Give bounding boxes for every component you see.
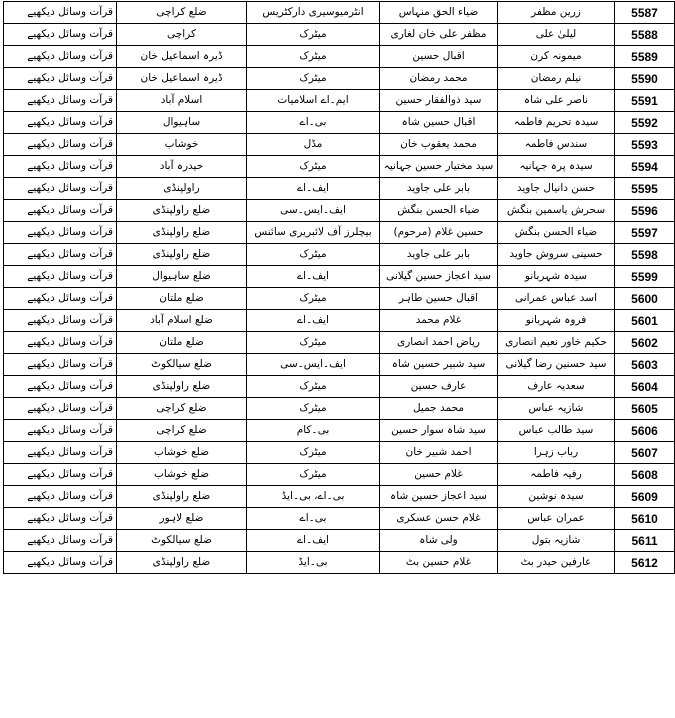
qualification-cell: ایف۔اے [247, 530, 380, 552]
serial-number-cell: 5602 [615, 332, 675, 354]
table-row [4, 24, 675, 46]
table-row [4, 420, 675, 442]
father-name-cell: مظفر علی خان لغاری [380, 24, 498, 46]
remark-cell: قرآت وسائل دیکھیے [4, 68, 117, 90]
table-row [4, 310, 675, 332]
serial-number-cell: 5596 [615, 200, 675, 222]
qualification-cell: میٹرک [247, 332, 380, 354]
name-cell: سیدہ نوشین [498, 486, 615, 508]
name-cell: شازیہ عباس [498, 398, 615, 420]
qualification-cell: بی۔اے، بی۔ایڈ [247, 486, 380, 508]
name-cell: شازیہ بتول [498, 530, 615, 552]
father-name-cell: حسین غلام (مرحوم) [380, 222, 498, 244]
father-name-cell: بابر علی جاوید [380, 244, 498, 266]
remark-cell: قرآت وسائل دیکھیے [4, 2, 117, 24]
address-cell: ساہیوال [117, 112, 247, 134]
father-name-cell: سید شبیر حسین شاہ [380, 354, 498, 376]
father-name-cell: ولی شاہ [380, 530, 498, 552]
qualification-cell: ایف۔اے [247, 178, 380, 200]
name-cell: حسن دانیال جاوید [498, 178, 615, 200]
remark-cell: قرآت وسائل دیکھیے [4, 288, 117, 310]
serial-number-cell: 5591 [615, 90, 675, 112]
father-name-cell: سید ذوالفقار حسین [380, 90, 498, 112]
address-cell: حیدرہ آباد [117, 156, 247, 178]
father-name-cell: محمد یعقوب خان [380, 134, 498, 156]
serial-number-cell: 5609 [615, 486, 675, 508]
name-cell: زرین مظفر [498, 2, 615, 24]
table-row [4, 222, 675, 244]
address-cell: ضلع کراچی [117, 398, 247, 420]
table-row [4, 552, 675, 574]
serial-number-cell: 5610 [615, 508, 675, 530]
remark-cell: قرآت وسائل دیکھیے [4, 112, 117, 134]
qualification-cell: میٹرک [247, 24, 380, 46]
serial-number-cell: 5612 [615, 552, 675, 574]
remark-cell: قرآت وسائل دیکھیے [4, 486, 117, 508]
name-cell: سندس فاطمہ [498, 134, 615, 156]
table-row [4, 332, 675, 354]
father-name-cell: ریاض احمد انصاری [380, 332, 498, 354]
name-cell: سحرش یاسمین بنگش [498, 200, 615, 222]
remark-cell: قرآت وسائل دیکھیے [4, 24, 117, 46]
qualification-cell: بی۔اے [247, 112, 380, 134]
name-cell: سیدہ شہربانو [498, 266, 615, 288]
address-cell: راولپنڈی [117, 178, 247, 200]
table-row [4, 112, 675, 134]
address-cell: خوشاب [117, 134, 247, 156]
name-cell: فروہ شہربانو [498, 310, 615, 332]
remark-cell: قرآت وسائل دیکھیے [4, 442, 117, 464]
serial-number-cell: 5587 [615, 2, 675, 24]
table-row [4, 90, 675, 112]
name-cell: رباب زہرا [498, 442, 615, 464]
serial-number-cell: 5601 [615, 310, 675, 332]
father-name-cell: سید شاہ سوار حسین [380, 420, 498, 442]
address-cell: ضلع اسلام آباد [117, 310, 247, 332]
address-cell: ضلع راولپنڈی [117, 222, 247, 244]
address-cell: ضلع کراچی [117, 420, 247, 442]
qualification-cell: بیچلرز آف لائبریری سائنس [247, 222, 380, 244]
table-row [4, 354, 675, 376]
name-cell: حسینی سروش جاوید [498, 244, 615, 266]
father-name-cell: غلام حسن عسکری [380, 508, 498, 530]
table-row [4, 68, 675, 90]
serial-number-cell: 5592 [615, 112, 675, 134]
address-cell: ڈیرہ اسماعیل خان [117, 68, 247, 90]
address-cell: ضلع کراچی [117, 2, 247, 24]
name-cell: ناصر علی شاہ [498, 90, 615, 112]
name-cell: سعدیہ عارف [498, 376, 615, 398]
name-cell: سیدہ تحریم فاطمہ [498, 112, 615, 134]
table-row [4, 288, 675, 310]
qualification-cell: میٹرک [247, 398, 380, 420]
father-name-cell: احمد شبیر خان [380, 442, 498, 464]
serial-number-cell: 5589 [615, 46, 675, 68]
remark-cell: قرآت وسائل دیکھیے [4, 266, 117, 288]
qualification-cell: ایم۔اے اسلامیات [247, 90, 380, 112]
serial-number-cell: 5603 [615, 354, 675, 376]
father-name-cell: سید اعجاز حسین گیلانی [380, 266, 498, 288]
qualification-cell: میٹرک [247, 46, 380, 68]
name-cell: سیدہ پرہ جہانیہ [498, 156, 615, 178]
name-cell: سید طالب عباس [498, 420, 615, 442]
name-cell: میمونہ کرن [498, 46, 615, 68]
records-table [3, 1, 675, 574]
serial-number-cell: 5607 [615, 442, 675, 464]
remark-cell: قرآت وسائل دیکھیے [4, 420, 117, 442]
address-cell: ضلع خوشاب [117, 464, 247, 486]
address-cell: ضلع راولپنڈی [117, 244, 247, 266]
name-cell: رفیہ فاطمہ [498, 464, 615, 486]
address-cell: ضلع خوشاب [117, 442, 247, 464]
table-row [4, 200, 675, 222]
address-cell: ضلع ملتان [117, 332, 247, 354]
qualification-cell: ایف۔ایس۔سی [247, 200, 380, 222]
remark-cell: قرآت وسائل دیکھیے [4, 200, 117, 222]
father-name-cell: غلام محمد [380, 310, 498, 332]
qualification-cell: میٹرک [247, 464, 380, 486]
qualification-cell: میٹرک [247, 68, 380, 90]
qualification-cell: بی۔ایڈ [247, 552, 380, 574]
table-row [4, 530, 675, 552]
serial-number-cell: 5598 [615, 244, 675, 266]
address-cell: کراچی [117, 24, 247, 46]
table-row [4, 178, 675, 200]
table-row [4, 442, 675, 464]
address-cell: ضلع ساہیوال [117, 266, 247, 288]
father-name-cell: اقبال حسین [380, 46, 498, 68]
qualification-cell: انٹرمیوسیری دارکٹریس [247, 2, 380, 24]
table-row [4, 376, 675, 398]
qualification-cell: مڈل [247, 134, 380, 156]
address-cell: ضلع سیالکوٹ [117, 530, 247, 552]
table-row [4, 464, 675, 486]
address-cell: اسلام آباد [117, 90, 247, 112]
qualification-cell: میٹرک [247, 244, 380, 266]
father-name-cell: عارف حسین [380, 376, 498, 398]
remark-cell: قرآت وسائل دیکھیے [4, 508, 117, 530]
father-name-cell: اقبال حسین شاہ [380, 112, 498, 134]
remark-cell: قرآت وسائل دیکھیے [4, 134, 117, 156]
table-row [4, 508, 675, 530]
qualification-cell: میٹرک [247, 156, 380, 178]
qualification-cell: ایف۔اے [247, 310, 380, 332]
serial-number-cell: 5594 [615, 156, 675, 178]
remark-cell: قرآت وسائل دیکھیے [4, 464, 117, 486]
serial-number-cell: 5597 [615, 222, 675, 244]
remark-cell: قرآت وسائل دیکھیے [4, 552, 117, 574]
serial-number-cell: 5588 [615, 24, 675, 46]
table-row [4, 156, 675, 178]
qualification-cell: میٹرک [247, 376, 380, 398]
table-row [4, 398, 675, 420]
father-name-cell: ضیاء الحق منہاس [380, 2, 498, 24]
father-name-cell: غلام حسین بٹ [380, 552, 498, 574]
serial-number-cell: 5605 [615, 398, 675, 420]
address-cell: ضلع راولپنڈی [117, 200, 247, 222]
father-name-cell: سید مختیار حسین جہانیہ [380, 156, 498, 178]
qualification-cell: بی۔کام [247, 420, 380, 442]
father-name-cell: محمد جمیل [380, 398, 498, 420]
serial-number-cell: 5595 [615, 178, 675, 200]
serial-number-cell: 5590 [615, 68, 675, 90]
address-cell: ضلع راولپنڈی [117, 376, 247, 398]
qualification-cell: میٹرک [247, 288, 380, 310]
address-cell: ضلع راولپنڈی [117, 486, 247, 508]
name-cell: عارفین حیدر بٹ [498, 552, 615, 574]
remark-cell: قرآت وسائل دیکھیے [4, 46, 117, 68]
address-cell: ڈیرہ اسماعیل خان [117, 46, 247, 68]
address-cell: ضلع ملتان [117, 288, 247, 310]
name-cell: نیلم رمضان [498, 68, 615, 90]
records-table-body [4, 2, 675, 574]
remark-cell: قرآت وسائل دیکھیے [4, 156, 117, 178]
father-name-cell: بابر علی جاوید [380, 178, 498, 200]
name-cell: حکیم خاور نعیم انصاری [498, 332, 615, 354]
address-cell: ضلع راولپنڈی [117, 552, 247, 574]
remark-cell: قرآت وسائل دیکھیے [4, 222, 117, 244]
qualification-cell: ایف۔ایس۔سی [247, 354, 380, 376]
name-cell: عمران عباس [498, 508, 615, 530]
address-cell: ضلع لاہور [117, 508, 247, 530]
address-cell: ضلع سیالکوٹ [117, 354, 247, 376]
father-name-cell: غلام حسین [380, 464, 498, 486]
serial-number-cell: 5606 [615, 420, 675, 442]
father-name-cell: محمد رمضان [380, 68, 498, 90]
table-row [4, 46, 675, 68]
qualification-cell: میٹرک [247, 442, 380, 464]
table-row [4, 244, 675, 266]
name-cell: ضیاء الحسن بنگش [498, 222, 615, 244]
remark-cell: قرآت وسائل دیکھیے [4, 332, 117, 354]
serial-number-cell: 5608 [615, 464, 675, 486]
remark-cell: قرآت وسائل دیکھیے [4, 354, 117, 376]
serial-number-cell: 5600 [615, 288, 675, 310]
table-row [4, 266, 675, 288]
qualification-cell: بی۔اے [247, 508, 380, 530]
remark-cell: قرآت وسائل دیکھیے [4, 90, 117, 112]
remark-cell: قرآت وسائل دیکھیے [4, 376, 117, 398]
table-row [4, 486, 675, 508]
serial-number-cell: 5593 [615, 134, 675, 156]
remark-cell: قرآت وسائل دیکھیے [4, 178, 117, 200]
serial-number-cell: 5604 [615, 376, 675, 398]
name-cell: لیلیٰ علی [498, 24, 615, 46]
records-table-wrapper [3, 1, 658, 574]
table-row [4, 134, 675, 156]
name-cell: اسد عباس عمرانی [498, 288, 615, 310]
table-row [4, 2, 675, 24]
name-cell: سید حسنین رضا گیلانی [498, 354, 615, 376]
remark-cell: قرآت وسائل دیکھیے [4, 398, 117, 420]
qualification-cell: ایف۔اے [247, 266, 380, 288]
remark-cell: قرآت وسائل دیکھیے [4, 310, 117, 332]
remark-cell: قرآت وسائل دیکھیے [4, 530, 117, 552]
father-name-cell: سید اعجاز حسین شاہ [380, 486, 498, 508]
serial-number-cell: 5611 [615, 530, 675, 552]
remark-cell: قرآت وسائل دیکھیے [4, 244, 117, 266]
serial-number-cell: 5599 [615, 266, 675, 288]
father-name-cell: اقبال حسین طاہر [380, 288, 498, 310]
father-name-cell: ضیاء الحسن بنگش [380, 200, 498, 222]
